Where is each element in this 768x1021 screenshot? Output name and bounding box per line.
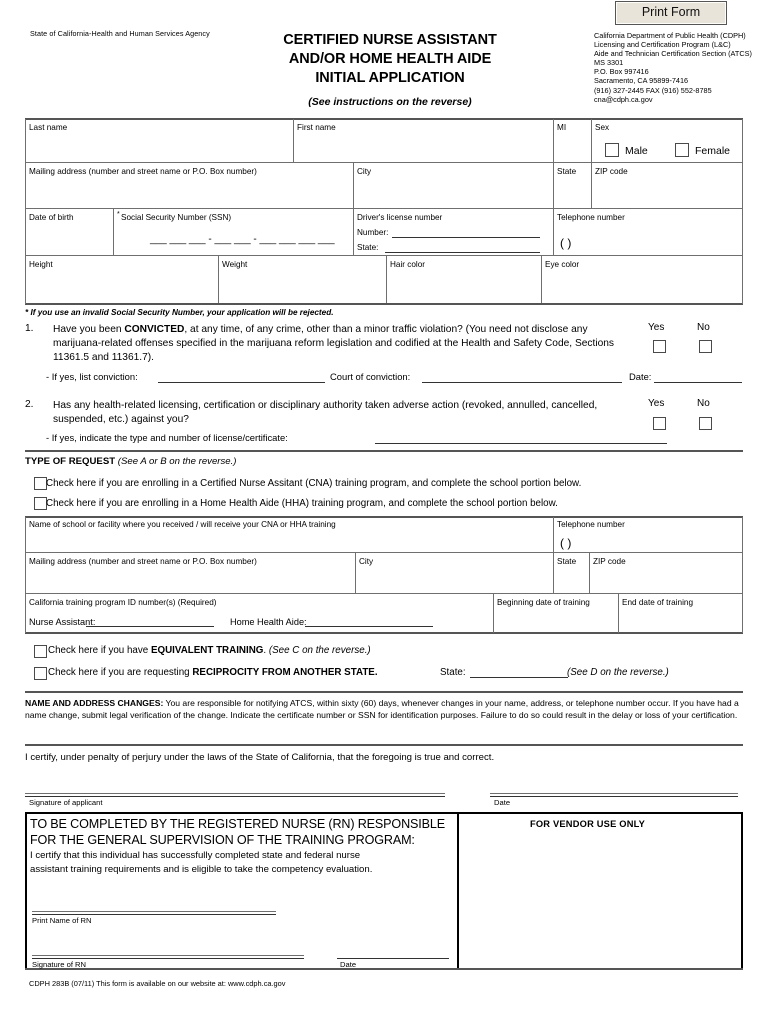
- grid-row-line: [25, 162, 743, 163]
- grid-col-line: [386, 256, 387, 303]
- q2-license-input[interactable]: [375, 443, 667, 444]
- question-1-yes-label: Yes: [648, 322, 665, 333]
- grid-col-line: [591, 119, 592, 162]
- address-line: Aide and Technician Certification Section (ATCS): [594, 49, 752, 59]
- certification-statement: I certify, under penalty of perjury under the laws of the State of California, that the foregoing is true and correct.: [25, 752, 495, 763]
- first-name-label: First name: [297, 123, 336, 132]
- reciprocity-label: [48, 667, 378, 678]
- hair-color-label: Hair color: [390, 260, 426, 269]
- rn-signature-line: [32, 955, 304, 956]
- applicant-signature-input[interactable]: [25, 796, 445, 797]
- address-line: cna@cdph.ca.gov: [594, 94, 653, 104]
- rn-signature-label: Signature of RN: [32, 960, 87, 969]
- end-date-label: End date of training: [622, 598, 694, 607]
- telephone-parens[interactable]: ( ): [560, 236, 572, 250]
- question-2-no-checkbox[interactable]: [699, 417, 712, 430]
- grid-col-line: [293, 119, 294, 162]
- applicant-signature-line: [25, 793, 445, 794]
- title-line-2: AND/OR HOME HEALTH AIDE: [288, 51, 492, 67]
- section-divider: [25, 450, 743, 452]
- grid-col-line: [541, 256, 542, 303]
- state-label: State: [557, 167, 577, 176]
- reciprocity-checkbox[interactable]: [34, 667, 47, 680]
- rn-section-heading: [30, 816, 460, 848]
- address-line: MS 3301: [594, 58, 624, 68]
- ssn-note: * If you use an invalid Social Security Number, your application will be rejected.: [25, 308, 334, 317]
- nurse-assistant-label: Nurse Assistant:: [29, 617, 96, 627]
- program-id-label: California training program ID number(s) (Required): [29, 598, 217, 607]
- rn-box-left: [25, 812, 27, 970]
- section-divider: [25, 744, 743, 746]
- name-address-changes-body: You are responsible for notifying ATCS, within sixty (60) days, whenever changes in your name, address, or telephone number occur. If you have had a name change, submit legal verification of the change. Indicate the certificate number or SSN for identification purposes. Failure to do so could result in the delay or loss of your certification.: [25, 698, 739, 721]
- rn-section-body: [30, 849, 455, 876]
- address-line: P.O. Box 997416: [594, 67, 649, 77]
- rn-box-bottom: [25, 968, 743, 970]
- applicant-date-line: [490, 793, 738, 794]
- school-mailing-address-label: Mailing address (number and street name or P.O. Box number): [29, 557, 257, 566]
- grid-row-line: [25, 208, 743, 209]
- grid-col-line: [218, 256, 219, 303]
- home-health-aide-input[interactable]: [305, 626, 433, 627]
- name-address-changes: [25, 697, 741, 722]
- rn-heading-line-2: FOR THE GENERAL SUPERVISION OF THE TRAINING PROGRAM:: [30, 833, 415, 847]
- school-city-label: City: [359, 557, 374, 566]
- applicant-date-input[interactable]: [490, 796, 738, 797]
- q1-pre: Have you been: [53, 324, 125, 335]
- rn-signature-input[interactable]: [32, 958, 304, 959]
- rn-print-name-label: Print Name of RN: [32, 916, 92, 925]
- q1-date-input[interactable]: [654, 382, 742, 383]
- grid-col-line: [353, 163, 354, 208]
- nurse-assistant-input[interactable]: [86, 626, 214, 627]
- grid-col-line: [591, 163, 592, 208]
- date-of-birth-label: Date of birth: [29, 213, 74, 222]
- school-telephone-label: Telephone number: [557, 520, 625, 529]
- dl-state-label: State:: [357, 243, 379, 252]
- school-grid-top: [25, 516, 743, 518]
- recip-pre: Check here if you are requesting: [48, 667, 193, 678]
- equivalent-training-label: [48, 645, 371, 656]
- q1-bold: CONVICTED: [124, 324, 185, 335]
- equiv-post: .: [263, 645, 269, 656]
- weight-label: Weight: [222, 260, 248, 269]
- school-grid-row-line: [25, 552, 743, 553]
- title-line-3: INITIAL APPLICATION: [315, 70, 465, 86]
- address-line: (916) 327-2445 FAX (916) 552-8785: [594, 85, 712, 95]
- q1-post: , at any time, of any crime, other than a minor traffic violation? (You need not disclose any marijuana-related offenses specified in the marijuana reform legislation and codified at the Health and Safety Code, Sections 11361.5 and 11361.7).: [53, 324, 615, 364]
- sex-label: Sex: [595, 123, 610, 132]
- type-of-request-heading-bold: TYPE OF REQUEST: [25, 456, 116, 467]
- grid-col-line: [553, 163, 554, 208]
- recip-bold: RECIPROCITY FROM ANOTHER STATE.: [192, 667, 378, 678]
- agency-line: State of California-Health and Human Services Agency: [30, 29, 210, 38]
- section-divider: [25, 691, 743, 693]
- rn-print-name-line: [32, 911, 276, 912]
- home-health-aide-label: Home Health Aide:: [230, 617, 307, 627]
- dl-state-input[interactable]: [385, 252, 540, 253]
- title-line-1: CERTIFIED NURSE ASSISTANT: [283, 32, 497, 48]
- q1-list-conviction-input[interactable]: [158, 382, 325, 383]
- type-of-request-heading: [25, 456, 237, 467]
- q1-date-label: Date:: [629, 371, 652, 382]
- ssn-label: Social Security Number (SSN): [121, 213, 232, 222]
- address-line: Licensing and Certification Program (L&C): [594, 40, 731, 50]
- school-grid-col-line: [25, 517, 26, 633]
- rn-heading-line-1: TO BE COMPLETED BY THE REGISTERED NURSE (RN) RESPONSIBLE: [30, 817, 445, 831]
- equiv-italic: (See C on the reverse.): [268, 645, 371, 656]
- grid-col-line: [353, 209, 354, 255]
- form-footer: CDPH 283B (07/11) This form is available on our website at: www.cdph.ca.gov: [29, 979, 286, 988]
- applicant-date-label: Date: [494, 798, 511, 807]
- reciprocity-state-input[interactable]: [470, 677, 568, 678]
- cna-training-label: Check here if you are enrolling in a Certified Nurse Assitant (CNA) training program, and complete the school portion below.: [46, 478, 582, 489]
- last-name-label: Last name: [29, 123, 68, 132]
- dl-number-label: Number:: [357, 228, 389, 237]
- drivers-license-label: Driver's license number: [357, 213, 443, 222]
- equiv-bold: EQUIVALENT TRAINING: [150, 645, 264, 656]
- question-2-yes-checkbox[interactable]: [653, 417, 666, 430]
- school-zip-label: ZIP code: [593, 557, 626, 566]
- question-1-text: [53, 323, 638, 366]
- rn-print-name-input[interactable]: [32, 914, 276, 915]
- school-grid-bottom: [25, 632, 743, 634]
- school-state-label: State: [557, 557, 577, 566]
- school-grid-col-line: [589, 553, 590, 593]
- question-2-number: 2.: [25, 399, 34, 410]
- name-address-changes-heading: NAME AND ADDRESS CHANGES:: [25, 698, 164, 708]
- school-grid-col-line: [493, 594, 494, 633]
- rn-box-top: [25, 812, 743, 814]
- ssn-asterisk: *: [117, 211, 120, 218]
- subtitle: (See instructions on the reverse): [308, 96, 472, 108]
- question-1-number: 1.: [25, 323, 34, 334]
- grid-col-line: [25, 119, 26, 304]
- grid-border-bottom: [25, 303, 743, 305]
- question-1-no-label: No: [697, 322, 710, 333]
- equiv-pre: Check here if you have: [48, 645, 151, 656]
- rn-date-input[interactable]: [337, 958, 449, 959]
- rn-body-line-2: assistant training requirements and is eligible to take the competency evaluation.: [30, 863, 373, 875]
- equivalent-training-checkbox[interactable]: [34, 645, 47, 658]
- reciprocity-state-label: State:: [440, 667, 466, 678]
- dl-number-input[interactable]: [392, 237, 540, 238]
- city-label: City: [357, 167, 372, 176]
- question-2-text: Has any health-related licensing, certification or disciplinary authority taken adverse action (revoked, annulled, cancelled, suspended, etc.) against you?: [53, 400, 598, 426]
- school-name-label: Name of school or facility where you received / will receive your CNA or HHA training: [29, 520, 336, 529]
- grid-col-line: [113, 209, 114, 255]
- school-grid-col-line: [355, 553, 356, 593]
- grid-row-line: [25, 255, 743, 256]
- q2-license-label: - If yes, indicate the type and number of license/certificate:: [46, 432, 288, 443]
- mi-label: MI: [557, 123, 567, 132]
- q1-court-input[interactable]: [422, 382, 622, 383]
- recip-italic: (See D on the reverse.): [567, 667, 669, 678]
- sex-female-checkbox[interactable]: [675, 143, 689, 157]
- school-grid-col-line: [618, 594, 619, 633]
- type-of-request-heading-italic: (See A or B on the reverse.): [117, 456, 237, 467]
- height-label: Height: [29, 260, 53, 269]
- zip-label: ZIP code: [595, 167, 628, 176]
- school-telephone-parens[interactable]: ( ): [560, 536, 572, 550]
- grid-col-line: [553, 209, 554, 255]
- print-form-button[interactable]: Print Form: [615, 1, 727, 25]
- question-2-yes-label: Yes: [648, 398, 665, 409]
- hha-training-label: Check here if you are enrolling in a Home Health Aide (HHA) training program, and complete the school portion below.: [46, 498, 558, 509]
- grid-border-top: [25, 118, 743, 120]
- question-1-no-checkbox[interactable]: [699, 340, 712, 353]
- ssn-blanks[interactable]: ___ ___ ___ - ___ ___ - ___ ___ ___ ___: [150, 234, 335, 245]
- school-grid-col-line: [742, 517, 743, 633]
- school-grid-row-line: [25, 593, 743, 594]
- school-grid-col-line: [553, 517, 554, 593]
- address-line: California Department of Public Health (CDPH): [594, 31, 746, 40]
- department-address-block: [594, 31, 752, 104]
- sex-male-label: Male: [625, 145, 648, 157]
- grid-col-line: [742, 119, 743, 304]
- vendor-section-heading: FOR VENDOR USE ONLY: [530, 819, 646, 829]
- question-2-no-label: No: [697, 398, 710, 409]
- question-1-yes-checkbox[interactable]: [653, 340, 666, 353]
- applicant-signature-label: Signature of applicant: [29, 798, 103, 807]
- q1-list-conviction-label: - If yes, list conviction:: [46, 371, 138, 382]
- vendor-box-right: [741, 812, 743, 970]
- telephone-label: Telephone number: [557, 213, 625, 222]
- q1-court-label: Court of conviction:: [330, 371, 411, 382]
- rn-body-line-1: I certify that this individual has successfully completed state and federal nurse: [30, 850, 361, 861]
- sex-male-checkbox[interactable]: [605, 143, 619, 157]
- reciprocity-italic-note: [567, 667, 669, 678]
- page-title: [215, 31, 565, 88]
- sex-female-label: Female: [695, 145, 731, 157]
- mailing-address-label: Mailing address (number and street name or P.O. Box number): [29, 167, 257, 176]
- address-line: Sacramento, CA 95899-7416: [594, 76, 689, 86]
- begin-date-label: Beginning date of training: [497, 598, 590, 607]
- grid-col-line: [553, 119, 554, 162]
- eye-color-label: Eye color: [545, 260, 580, 269]
- rn-date-label: Date: [340, 960, 357, 969]
